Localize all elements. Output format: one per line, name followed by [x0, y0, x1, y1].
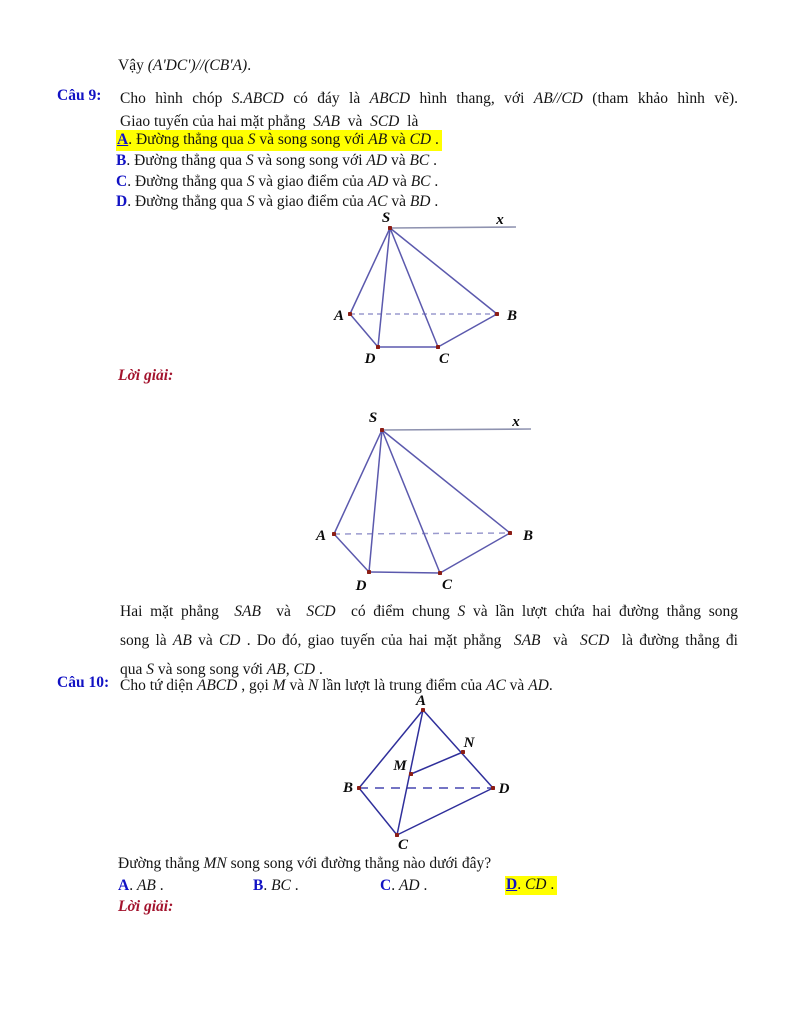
svg-text:A: A [333, 308, 345, 324]
option-text: Đường thẳng qua S và giao điểm của AC và BD . [134, 193, 439, 211]
solution-1-paragraph [120, 597, 738, 684]
svg-text:B: B [522, 528, 534, 544]
option-letter: B [116, 152, 127, 170]
option-q10-d: D. CD . [505, 876, 557, 895]
figure-q9-pyramid [325, 207, 595, 370]
svg-text:S: S [381, 210, 391, 226]
intro-text: Vậy (A'DC')//(CB'A). [118, 57, 252, 74]
option-q10-c: C. AD . [380, 877, 428, 894]
solution-1-label: Lời giải: [118, 367, 174, 384]
question-10-label: Câu 10: [57, 674, 110, 691]
svg-text:A: A [415, 693, 427, 709]
option-text: Đường thẳng qua S và song song với AB và CD . [135, 131, 439, 148]
svg-text:B: B [342, 780, 354, 796]
question-10-stem: Cho tứ diện ABCD , gọi M và N lần lượt là trung điểm của AC và AD. [120, 677, 553, 694]
svg-text:N: N [463, 735, 475, 751]
svg-text:C: C [438, 351, 450, 367]
question-9-stem-line1: Cho hình chóp S.ABCD có đáy là ABCD hình thang, với AB//CD (tham khảo hình vẽ). [120, 90, 738, 107]
option-letter: D [116, 193, 128, 211]
figure-q9-solution-pyramid [295, 400, 585, 600]
svg-text:M: M [393, 758, 407, 774]
intro-line [118, 57, 251, 75]
option-q10-a: A. AB . [118, 877, 164, 894]
svg-text:C: C [397, 837, 409, 853]
svg-text:S: S [368, 410, 378, 426]
svg-text:x: x [496, 212, 504, 228]
question-10-question: Đường thẳng MN song song với đường thẳng nào dưới đây? [118, 855, 492, 872]
solution-line-1: Hai mặt phẳng SAB và SCD có điểm chung S và lần lượt chứa hai đường thẳng song [120, 603, 738, 620]
option-q9-d: D. Đường thẳng qua S và giao điểm của AC và BD . [116, 193, 439, 211]
svg-text:D: D [364, 351, 376, 367]
question-9-label: Câu 9: [57, 87, 102, 104]
option-q9-b: B. Đường thẳng qua S và song song với AD và BC . [116, 152, 438, 170]
option-letter: A [117, 131, 129, 148]
option-q9-c: C. Đường thẳng qua S và giao điểm của AD và BC . [116, 172, 439, 190]
solution-2-label: Lời giải: [118, 898, 174, 915]
svg-text:D: D [498, 781, 510, 797]
solution-line-2: song là AB và CD . Do đó, giao tuyến của hai mặt phẳng SAB và SCD là đường thẳng đi [120, 632, 738, 649]
option-text: Đường thẳng qua S và song song với AD và BC . [134, 152, 438, 170]
svg-text:A: A [315, 528, 327, 544]
figure-q10-tetrahedron [335, 692, 535, 858]
svg-text:C: C [441, 577, 453, 593]
solution-line-3: qua S và song song với AB, CD . [120, 661, 323, 678]
option-q9-a: A. Đường thẳng qua S và song song với AB và CD . [116, 130, 442, 151]
svg-text:D: D [355, 578, 367, 594]
svg-text:B: B [506, 308, 518, 324]
option-text: Đường thẳng qua S và giao điểm của AD và BC . [134, 172, 439, 190]
question-9-options [116, 130, 442, 213]
question-9-stem [120, 87, 738, 133]
question-9-stem-line2: Giao tuyến của hai mặt phẳng SAB và SCD là [120, 113, 419, 130]
option-q10-b: B. BC . [253, 877, 299, 894]
svg-text:x: x [512, 414, 520, 430]
option-letter: C [116, 172, 128, 190]
